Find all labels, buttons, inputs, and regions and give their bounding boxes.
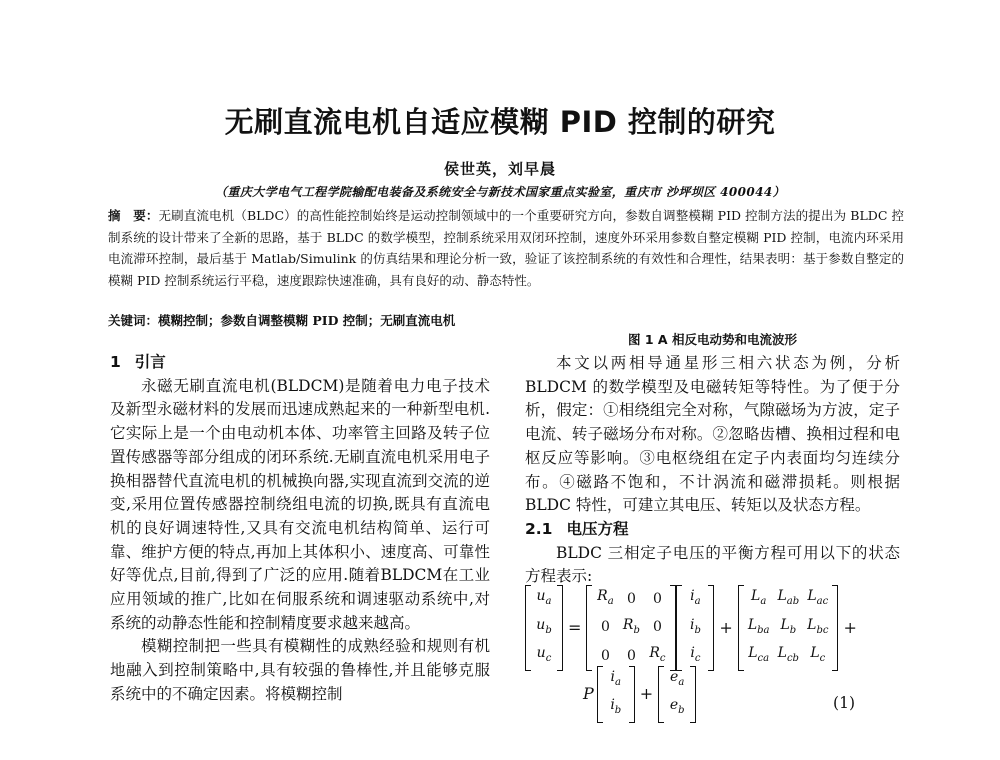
matrix-entry: 0 (652, 590, 662, 607)
matrix-entry: $L_{ca}$ (748, 645, 770, 665)
section-1-heading (110, 351, 490, 375)
matrix-entry: $e_a$ (670, 668, 685, 688)
affiliation: （重庆大学电气工程学院输配电装备及系统安全与新技术国家重点实验室，重庆市 沙坪坝区 400044） (214, 185, 786, 199)
plus-sign: + (639, 684, 654, 704)
abstract-text: 无刷直流电机（BLDC）的高性能控制始终是运动控制领域中的一个重要研究方向，参数自调整模糊 PID 控制方法的提出为 BLDC 控制系统的设计带来了全新的思路，基于 BLDC 的数学模型，控制系统采用双闭环控制，速度外环采用参数自整定模糊 PID 控制，电流内环采用电流滞环控制，最后基于 Matlab/Simulink 的仿真结果和理论分析一致，验证了该控制系统的有效性和合理性，结果表明：基于参数自整定的模糊 PID 控制系统运行平稳，速度跟踪快速准确，具有良好的动、静态特性。 (108, 208, 904, 288)
current-vector-partial (597, 666, 635, 723)
matrix-entry: 0 (600, 647, 610, 664)
emf-vector (658, 666, 696, 723)
keywords-label: 关键词： (108, 313, 159, 328)
matrix-entry: $R_c$ (649, 645, 666, 665)
abstract (108, 205, 904, 291)
matrix-entry: $L_{cb}$ (777, 645, 799, 665)
left-column (110, 351, 490, 707)
matrix-entry: $L_{ac}$ (807, 588, 829, 608)
keywords (108, 311, 904, 331)
matrix-entry: $u_c$ (536, 645, 552, 665)
matrix-entry: 0 (626, 647, 636, 664)
matrix-entry: $i_a$ (690, 588, 701, 608)
matrix-entry: 0 (600, 619, 610, 636)
section-2-1-number: 2.1 (525, 519, 553, 538)
plus-sign: + (719, 618, 733, 638)
section-1-number: 1 (110, 353, 121, 371)
matrix-entry: $L_{ab}$ (777, 588, 800, 608)
matrix-entry: $i_a$ (610, 668, 621, 688)
matrix-entry: $u_a$ (536, 588, 552, 608)
matrix-entry: $i_b$ (689, 616, 701, 636)
matrix-entry: $L_{bc}$ (807, 616, 829, 636)
matrix-entry: $L_a$ (751, 588, 767, 608)
matrix-entry: $i_b$ (610, 697, 622, 716)
authors: 侯世英，刘早晨 (443, 160, 556, 178)
matrix-entry: $R_a$ (597, 588, 614, 608)
paper-title: 无刷直流电机自适应模糊 PID 控制的研究 (224, 105, 776, 139)
keywords-text: 模糊控制；参数自调整模糊 PID 控制；无刷直流电机 (158, 313, 456, 328)
plus-sign: + (843, 618, 857, 638)
voltage-paragraph: BLDC 三相定子电压的平衡方程可用以下的状态方程表示: (525, 543, 900, 586)
matrix-entry: 0 (626, 590, 636, 607)
matrix-entry: 0 (652, 619, 662, 636)
section-2-1-heading (525, 518, 900, 542)
matrix-entry: $L_b$ (780, 616, 797, 636)
equation-row-2 (583, 664, 696, 724)
equation-number: (1) (833, 694, 855, 713)
matrix-entry: $e_b$ (669, 697, 685, 716)
model-paragraph: 本文以两相导通星形三相六状态为例，分析 BLDCM 的数学模型及电磁转矩等特性。为了便于分析，假定：①相绕组完全对称，气隙磁场为方波，定子电流、转子磁场分布对称。②忽略齿槽、换相过程和电枢反应等影响。③电枢绕组在定子内表面均匀连续分布。④磁路不饱和，不计涡流和磁滞损耗。则根据 BLDC 特性，可建立其电压、转矩以及状态方程。 (525, 354, 900, 515)
right-column (525, 330, 900, 727)
abstract-label: 摘 要： (108, 208, 159, 223)
inductance-matrix (738, 585, 839, 671)
differential-operator: P (583, 684, 594, 704)
voltage-equation (525, 588, 900, 727)
resistance-matrix (586, 585, 676, 671)
matrix-entry: $i_c$ (690, 645, 701, 665)
section-1-title: 引言 (134, 353, 166, 371)
current-vector (676, 585, 714, 671)
equals-sign: = (568, 618, 582, 638)
intro-paragraph-1: 永磁无刷直流电机(BLDCM)是随着电力电子技术及新型永磁材料的发展而迅速成熟起来的一种新型电机.它实际上是一个由电动机本体、功率管主回路及转子位置传感器等部分组成的闭环系统.无刷直流电机采用电子换相器替代直流电机的机械换向器,实现直流到交流的逆变,采用位置传感器控制绕组电流的切换,既具有直流电机的良好调速特性,又具有交流电机结构简单、运行可靠、维护方便的特点,再加上其体积小、速度高、可靠性好等优点,目前,得到了广泛的应用.随着BLDCM在工业应用领域的推广,比如在伺服系统和调速驱动系统中,对系统的动静态性能和控制精度要求越来越高。 (110, 376, 490, 632)
matrix-entry: $L_c$ (810, 645, 826, 665)
matrix-entry: $u_b$ (536, 616, 552, 636)
matrix-entry: $R_b$ (622, 616, 640, 636)
matrix-entry: $L_{ba}$ (747, 616, 770, 636)
voltage-vector (525, 585, 563, 671)
figure-caption: 图 1 A 相反电动势和电流波形 (628, 332, 797, 347)
intro-paragraph-2: 模糊控制把一些具有模糊性的成熟经验和规则有机地融入到控制策略中,具有较强的鲁棒性,并且能够克服系统中的不确定因素。将模糊控制 (110, 637, 490, 703)
section-2-1-title: 电压方程 (566, 519, 629, 538)
equation-row-1 (525, 588, 862, 665)
